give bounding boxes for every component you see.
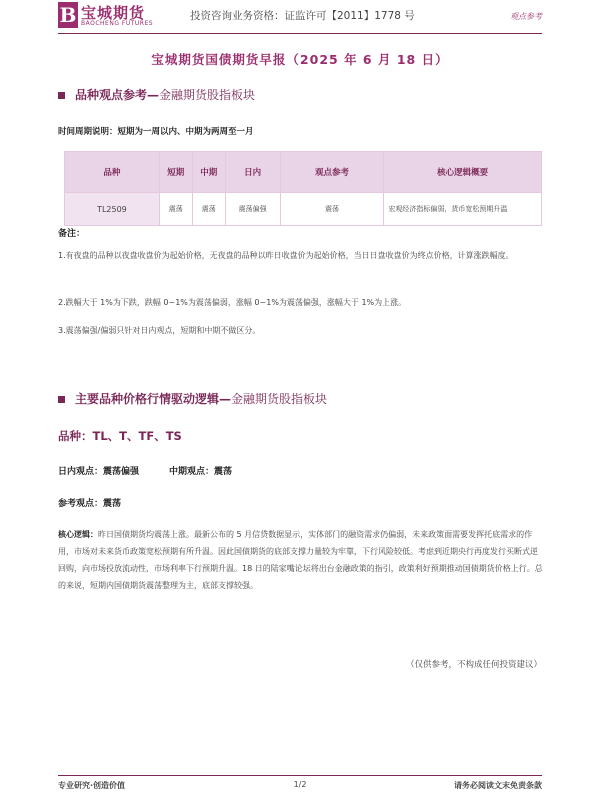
intraday-view: 日内观点：震荡偏强 [58,467,140,477]
note-item: 3.震荡偏强/偏弱只针对日内观点，短期和中期不做区分。 [58,326,261,335]
table-cell-logic: 宏观经济指标偏弱，货币宽松预期升温 [384,193,542,226]
header-divider [58,33,542,34]
table-cell-short: 震荡 [159,193,192,226]
period-note: 时间周期说明：短期为一周以内、中期为两周至一月 [58,127,254,137]
section-heading-logic [58,390,327,407]
table-header-row [65,152,542,193]
table-row [65,193,542,226]
core-logic-paragraph [58,526,544,594]
header-tag: 观点参考 [510,12,542,21]
disclaimer: （仅供参考，不构成任何投资建议） [405,660,542,670]
footer-notice: 请务必阅读文末免责条款 [454,781,542,790]
table-header-cell: 日内 [225,152,280,193]
note-item: 1.有夜盘的品种以夜盘收盘价为起始价格，无夜盘的品种以昨日收盘价为起始价格，当日日盘收盘价为终点价格，计算涨跌幅度。 [58,251,514,260]
table-cell-view: 震荡 [280,193,384,226]
page-number: 1/2 [293,780,307,789]
logo-chinese-name: 宝城期货 [81,4,146,22]
qualification-text: 投资咨询业务资格：证监许可【2011】1778 号 [190,10,415,22]
core-logic-label: 核心逻辑： [58,530,98,539]
note-item: 2.跌幅大于 1%为下跌，跌幅 0~1%为震荡偏弱，涨幅 0~1%为震荡偏强，涨幅大于 1%为上涨。 [58,298,407,307]
variety-line: 品种：TL、T、TF、TS [58,429,182,443]
section-heading-views [58,86,255,103]
section-heading-strong: 品种观点参考— [75,88,160,102]
table-cell-intraday: 震荡偏强 [225,193,280,226]
table-header-cell: 中期 [192,152,225,193]
section-heading-light: 金融期货股指板块 [159,88,256,102]
table-cell-variety: TL2509 [65,193,160,226]
table-header-cell: 短期 [159,152,192,193]
table-header-cell: 观点参考 [280,152,384,193]
company-logo [58,2,168,32]
table-header-cell: 核心逻辑概要 [384,152,542,193]
mid-view: 中期观点：震荡 [169,467,233,477]
square-bullet-icon [58,92,65,99]
footer-slogan: 专业研究·创造价值 [58,781,126,790]
table-header-cell: 品种 [65,152,160,193]
notes-title: 备注： [58,229,86,239]
core-logic-text: 昨日国债期货均震荡上涨。最新公布的 5 月信贷数据显示，实体部门的融资需求仍偏弱，未来政策面需要发挥托底需求的作用，市场对未来货币政策宽松预期有所升温。因此国债期货的底部支撑力量较为牢靠，下行风险较低。考虑到近期央行再度发行买断式逆回购，向市场投放流动性，市场利率下行预期升温。18 日的陆家嘴论坛将出台金融政策的指引，政策利好预期推动国债期货价格上行。总的来说，短期内国债期货震荡整理为主，底部支撑较强。 [58,530,543,590]
view-line [58,464,232,477]
footer-divider [58,775,542,776]
square-bullet-icon [58,396,65,403]
page-header [0,0,600,34]
views-table [64,151,542,226]
document-title: 宝城期货国债期货早报（2025 年 6 月 18 日） [151,52,449,67]
logo-mark: B [59,3,77,27]
reference-view: 参考观点：震荡 [58,499,122,509]
section-heading-strong: 主要品种价格行情驱动逻辑— [75,392,232,406]
section-heading-light: 金融期货股指板块 [231,392,328,406]
table-cell-mid: 震荡 [192,193,225,226]
logo-english-name: BAOCHENG FUTURES [81,20,154,27]
